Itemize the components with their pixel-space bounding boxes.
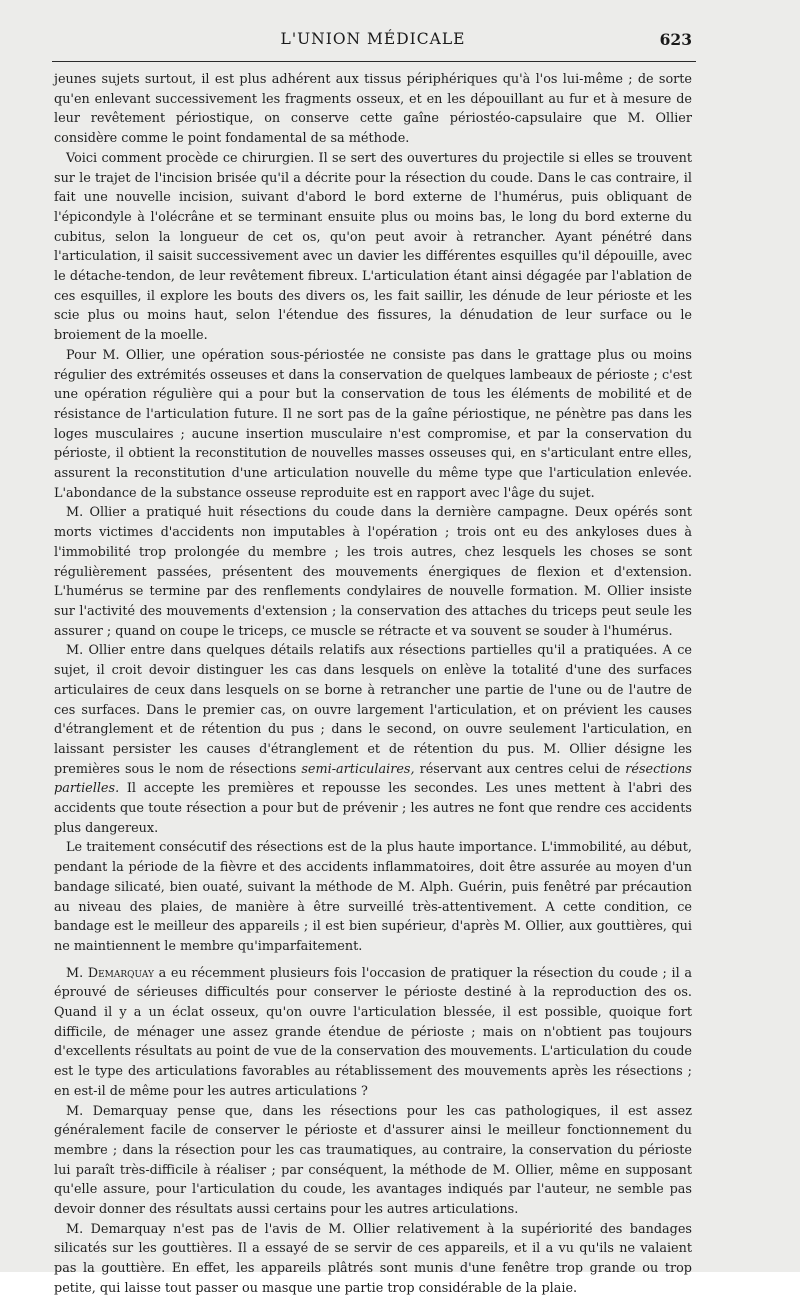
- paragraph-1: jeunes sujets surtout, il est plus adhérent aux tissus périphériques qu'à l'os lui-même ; de sorte qu'en enlevant successivement les fragments osseux, et en les dépouillant au fur et à mesure de leur revêtement périostique, on conserve cette gaîne périostéo-capsulaire que M. Ollier considère comme le point fondamental de sa méthode.: [54, 72, 692, 147]
- paragraph-7: [54, 964, 692, 1102]
- paragraph-5: [54, 641, 692, 838]
- paragraph-7-lead: M.: [66, 965, 88, 981]
- term-semi-articulaires: semi-articulaires,: [301, 761, 415, 777]
- paragraph-2: Voici comment procède ce chirurgien. Il se sert des ouvertures du projectile si elles se trouvent sur le trajet de l'incision brisée qu'il a décrite pour la résection du coude. Dans le cas contraire, il fait une nouvelle incision, suivant d'abord le bord externe de l'humérus, puis obliquant de l'épicondyle à l'olécrâne et se terminant ensuite plus ou moins bas, le long du bord externe du cubitus, selon la longueur de cet os, qu'on peut avoir à retrancher. Ayant pénétré dans l'articulation, il saisit successivement avec un davier les différentes esquilles qu'il dépouille, avec le détache-tendon, de leur revêtement fibreux. L'articulation étant ainsi dégagée par l'ablation de ces esquilles, il explore les bouts des divers os, les fait saillir, les dénude de leur périoste et les scie plus ou moins haut, selon l'étendue des fissures, la dénudation de leur surface ou le broiement de la moelle.: [54, 150, 692, 344]
- page-header: [54, 30, 692, 54]
- paragraph-7-text: a eu récemment plusieurs fois l'occasion de pratiquer la résection du coude ; il a éprouvé de sérieuses difficultés pour conserver le périoste destiné à la reproduction des os. Quand il y a un éclat osseux, qu'on ouvre l'articulation blessée, il est possible, quoique fort difficile, de ménager une assez grande étendue de périoste ; mais on n'obtient pas toujours d'excellents résultats au point de vue de la conservation des mouvements. L'articulation du coude est le type des articulations favorables au rétablissement des mouvements après les résections ; en est-il de même pour les autres articulations ?: [54, 965, 692, 1099]
- running-head: L'UNION MÉDICALE: [280, 30, 466, 48]
- article-body: [54, 70, 692, 1299]
- paragraph-4: M. Ollier a pratiqué huit résections du coude dans la dernière campagne. Deux opérés sont morts victimes d'accidents non imputables à l'opération ; trois ont eu des ankyloses dues à l'immobilité trop prolongée du membre ; les trois autres, chez lesquels les choses se sont régulièrement passées, présentent des mouvements énergiques de flexion et d'extension. L'humérus se termine par des renflements condylaires de nouvelle formation. M. Ollier insiste sur l'activité des mouvements d'extension ; la conservation des attaches du triceps peut seule les assurer ; quand on coupe le triceps, ce muscle se rétracte et va souvent se souder à l'humérus.: [54, 505, 692, 639]
- paragraph-5-text-c: Il accepte les premières et repousse les secondes. Les unes mettent à l'abri des accidents que toute résection a pour but de prévenir ; les autres ne font que rendre ces accidents plus dangereux.: [54, 781, 692, 836]
- paragraph-8: M. Demarquay pense que, dans les résections pour les cas pathologiques, il est assez généralement facile de conserver le périoste et d'assurer ainsi le meilleur fonctionnement du membre ; dans la résection pour les cas traumatiques, au contraire, la conservation du périoste lui paraît très-difficile à réaliser ; par conséquent, la méthode de M. Ollier, même en supposant qu'elle assure, pour l'articulation du coude, les avantages indiqués par l'auteur, ne semble pas devoir donner des résultats aussi certains pour les autres articulations.: [54, 1103, 692, 1218]
- header-rule: [52, 61, 696, 62]
- term-resections-partielles: résections partielles.: [54, 761, 692, 797]
- paragraph-9: M. Demarquay n'est pas de l'avis de M. Ollier relativement à la supériorité des bandages silicatés sur les gouttières. Il a essayé de se servir de ces appareils, et il a vu qu'ils ne valaient pas la gouttière. En effet, les appareils plâtrés sont munis d'une fenêtre trop grande ou trop petite, qui laisse tout passer ou masque une partie trop considérable de la plaie.: [54, 1221, 692, 1296]
- surgeon-name: Demarquay: [87, 965, 154, 981]
- paragraph-5-text-a: M. Ollier entre dans quelques détails relatifs aux résections partielles qu'il a pratiquées. A ce sujet, il croit devoir distinguer les cas dans lesquels on enlève la totalité d'une des surfaces articulaires de ceux dans lesquels on se borne à retrancher une partie de l'une ou de l'autre de ces surfaces. Dans le premier cas, on ouvre largement l'articulation, et on prévient les causes d'étranglement et de rétention du pus ; dans le second, on ouvre seulement l'articulation, en laissant persister les causes d'étranglement et de rétention du pus. M. Ollier désigne les premières sous le nom de résections: [54, 643, 692, 777]
- paragraph-3: Pour M. Ollier, une opération sous-périostée ne consiste pas dans le grattage plus ou moins régulier des extrémités osseuses et dans la conservation de quelques lambeaux de périoste ; c'est une opération régulière qui a pour but la conservation de tous les éléments de mobilité et de résistance de l'articulation future. Il ne sort pas de la gaîne périostique, ne pénètre pas dans les loges musculaires ; aucune insertion musculaire n'est compromise, et par la conservation du périoste, il obtient la reconstitution de nouvelles masses osseuses qui, en s'articulant entre elles, assurent la reconstitution d'une articulation nouvelle du même type que l'articulation enlevée. L'abondance de la substance osseuse reproduite est en rapport avec l'âge du sujet.: [54, 347, 692, 501]
- paragraph-6: Le traitement consécutif des résections est de la plus haute importance. L'immobilité, au début, pendant la période de la fièvre et des accidents inflammatoires, doit être assurée au moyen d'un bandage silicaté, bien ouaté, suivant la méthode de M. Alph. Guérin, puis fenêtré par précaution au niveau des plaies, de manière à être surveillé très-attentivement. A cette condition, ce bandage est le meilleur des appareils ; il est bien supérieur, d'après M. Ollier, aux gouttières, qui ne maintiennent le membre qu'imparfaitement.: [54, 840, 692, 954]
- paragraph-5-text-b: réservant aux centres celui de: [414, 761, 626, 777]
- page-number: 623: [659, 30, 692, 49]
